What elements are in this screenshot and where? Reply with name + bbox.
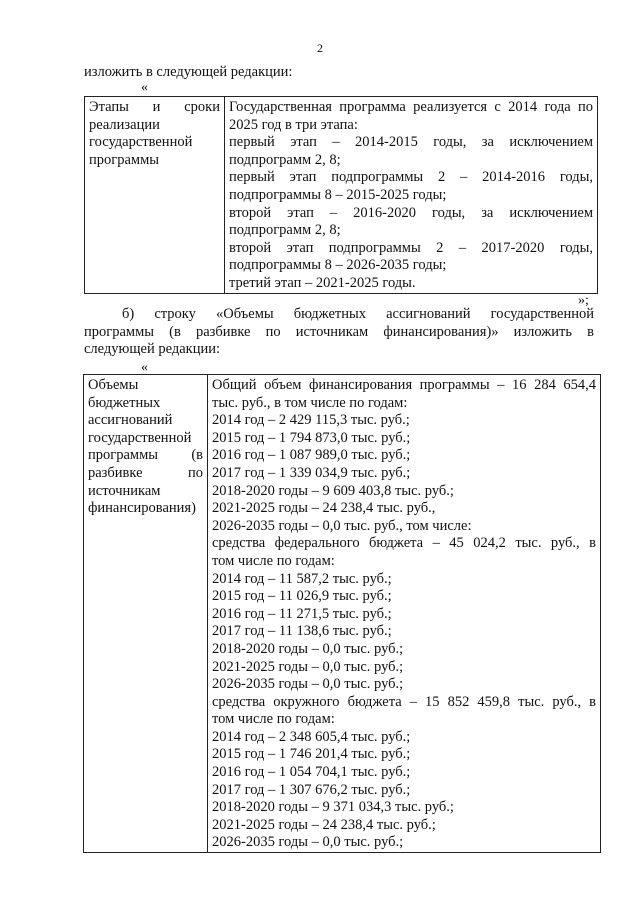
funding-value-line: 2018-2020 годы – 9 371 034,3 тыс. руб.; (212, 799, 454, 816)
paragraph-b-line: программы (в разбивке по источникам финансирования)» изложить в (84, 323, 594, 340)
funding-value-line: средства окружного бюджета – 15 852 459,8 тыс. руб., в (212, 693, 596, 710)
funding-table (83, 374, 601, 853)
funding-value-line: 2017 год – 11 138,6 тыс. руб.; (212, 623, 392, 640)
paragraph-b (84, 306, 594, 359)
funding-value-line: 2014 год – 2 348 605,4 тыс. руб.; (212, 728, 411, 745)
funding-value-line: 2018-2020 годы – 0,0 тыс. руб.; (212, 640, 404, 657)
stages-value-line: подпрограмм 2, 8; (229, 222, 341, 239)
funding-value-line: 2021-2025 годы – 24 238,4 тыс. руб., (212, 500, 436, 517)
intro-line: изложить в следующей редакции: (84, 64, 293, 80)
stages-label-line: государственной (89, 134, 193, 151)
funding-value-line: Общий объем финансирования программы – 16 284 654,4 (212, 377, 596, 393)
funding-value-line: 2015 год – 11 026,9 тыс. руб.; (212, 588, 392, 605)
stages-value-line: подпрограммы 8 – 2015-2025 годы; (229, 186, 447, 203)
stages-value-line: второй этап – 2016-2020 годы, за исключением (229, 204, 593, 221)
funding-label-line: программы (в (88, 447, 203, 464)
stages-value-line: первый этап подпрограммы 2 – 2014-2016 годы, (229, 169, 593, 186)
funding-label-line: финансирования) (88, 500, 196, 517)
stages-value-cell (225, 97, 598, 294)
stages-value-line: подпрограмм 2, 8; (229, 151, 341, 168)
funding-value-line: 2026-2035 годы – 0,0 тыс. руб., том числе: (212, 517, 472, 534)
table-row (84, 375, 601, 853)
funding-value-line: 2016 год – 11 271,5 тыс. руб.; (212, 605, 392, 622)
stages-label-line: реализации (89, 116, 160, 133)
stages-value-line: 2025 год в три этапа: (229, 116, 358, 133)
funding-value-line: 2021-2025 годы – 24 238,4 тыс. руб.; (212, 816, 436, 833)
funding-value-line: средства федерального бюджета – 45 024,2 тыс. руб., в (212, 535, 596, 552)
stages-table (84, 96, 598, 294)
funding-value-line: 2017 год – 1 307 676,2 тыс. руб.; (212, 781, 411, 798)
stages-value-line: второй этап подпрограммы 2 – 2017-2020 годы, (229, 239, 593, 256)
paragraph-b-line: следующей редакции: (84, 341, 221, 357)
funding-label-line: разбивке по (88, 464, 203, 481)
funding-value-line: 2014 год – 2 429 115,3 тыс. руб.; (212, 412, 410, 429)
funding-value-line: 2018-2020 годы – 9 609 403,8 тыс. руб.; (212, 482, 454, 499)
close-quote: »; (578, 293, 589, 308)
funding-value-line: том числе по годам: (212, 711, 335, 728)
funding-value-line: 2014 год – 11 587,2 тыс. руб.; (212, 570, 392, 587)
stages-value-line: первый этап – 2014-2015 годы, за исключением (229, 134, 593, 151)
open-quote: « (141, 360, 148, 375)
funding-label-cell (84, 375, 208, 853)
stages-value-line: Государственная программа реализуется с 2014 года по (229, 99, 593, 115)
funding-value-line: том числе по годам: (212, 552, 335, 569)
funding-value-line: 2016 год – 1 054 704,1 тыс. руб.; (212, 764, 411, 781)
funding-value-line: 2016 год – 1 087 989,0 тыс. руб.; (212, 447, 411, 464)
stages-label-cell (85, 97, 225, 294)
open-quote: « (141, 80, 148, 95)
funding-value-line: 2026-2035 годы – 0,0 тыс. руб.; (212, 676, 404, 693)
paragraph-b-line: б) строку «Объемы бюджетных ассигнований государственной (122, 306, 594, 322)
stages-label-line: программы (89, 151, 159, 168)
page-number: 2 (317, 41, 323, 55)
funding-value-line: 2026-2035 годы – 0,0 тыс. руб.; (212, 834, 404, 851)
stages-value-line: третий этап – 2021-2025 годы. (229, 274, 416, 291)
funding-value-line: 2015 год – 1 794 873,0 тыс. руб.; (212, 429, 411, 446)
funding-label-line: ассигнований (88, 412, 173, 429)
table-row (85, 97, 598, 294)
funding-label-line: источникам (88, 482, 161, 499)
funding-label-line: бюджетных (88, 394, 161, 411)
funding-value-line: 2017 год – 1 339 034,9 тыс. руб.; (212, 464, 411, 481)
funding-value-line: 2021-2025 годы – 0,0 тыс. руб.; (212, 658, 404, 675)
funding-value-line: тыс. руб., в том числе по годам: (212, 394, 408, 411)
stages-label-line: Этапы и сроки (89, 99, 220, 115)
funding-label-line: государственной (88, 429, 192, 446)
funding-value-line: 2015 год – 1 746 201,4 тыс. руб.; (212, 746, 411, 763)
funding-label-line: Объемы (88, 377, 139, 393)
funding-value-cell (208, 375, 601, 853)
stages-value-line: подпрограммы 8 – 2026-2035 годы; (229, 257, 447, 274)
